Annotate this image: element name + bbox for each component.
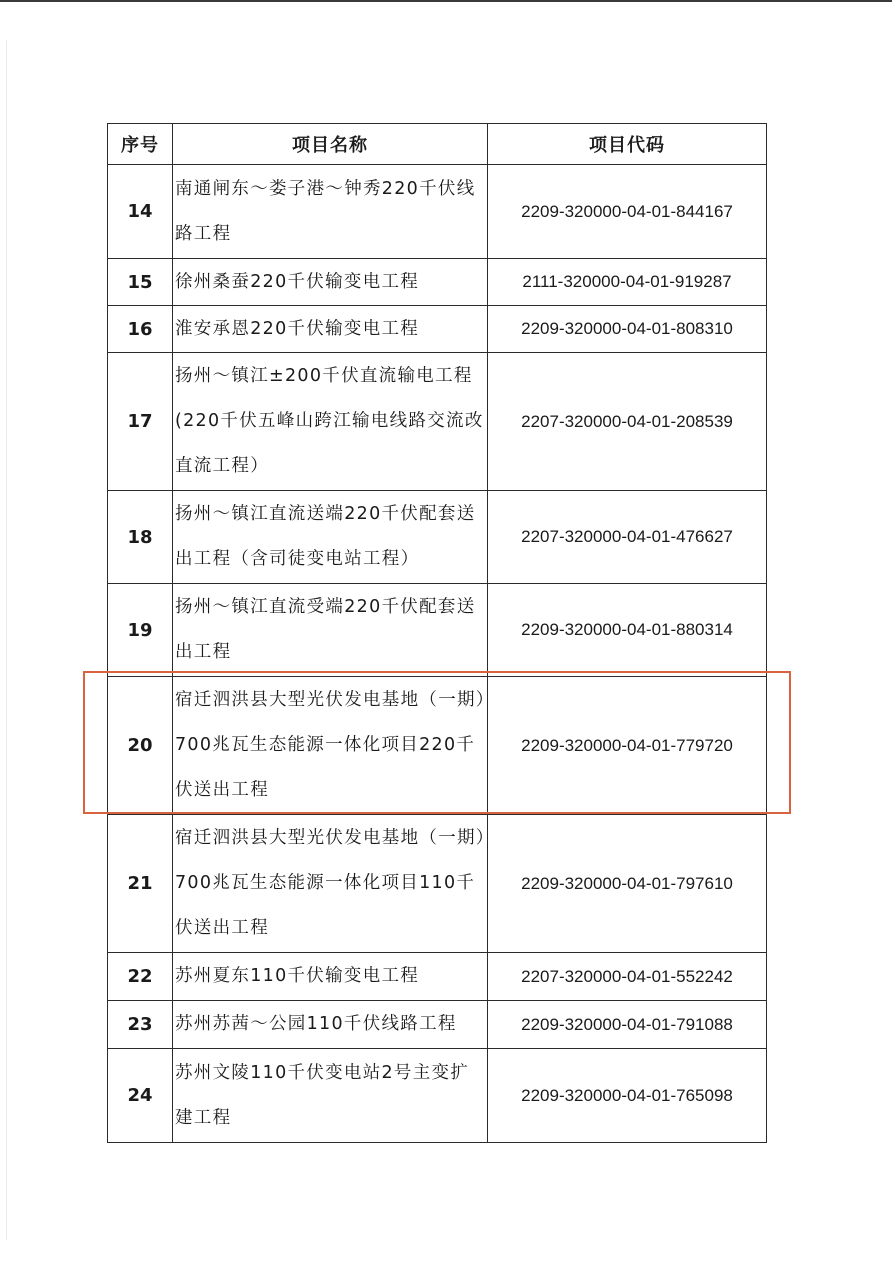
table-header-row [108, 124, 767, 165]
table-row [108, 259, 767, 306]
row-code: 2207-320000-04-01-208539 [488, 353, 767, 491]
row-name: 扬州～镇江±200千伏直流输电工程(220千伏五峰山跨江输电线路交流改直流工程） [173, 353, 488, 491]
row-code: 2209-320000-04-01-779720 [488, 677, 767, 815]
project-table [107, 123, 767, 1143]
row-seq: 22 [108, 953, 173, 1001]
row-code: 2209-320000-04-01-765098 [488, 1049, 767, 1143]
row-code: 2111-320000-04-01-919287 [488, 259, 767, 306]
row-seq: 23 [108, 1001, 173, 1049]
row-code: 2209-320000-04-01-791088 [488, 1001, 767, 1049]
row-name: 苏州夏东110千伏输变电工程 [173, 953, 488, 1001]
table-row [108, 165, 767, 259]
row-name: 宿迁泗洪县大型光伏发电基地（一期）700兆瓦生态能源一体化项目110千伏送出工程 [173, 815, 488, 953]
row-code: 2207-320000-04-01-552242 [488, 953, 767, 1001]
row-name: 苏州文陵110千伏变电站2号主变扩建工程 [173, 1049, 488, 1143]
row-name: 淮安承恩220千伏输变电工程 [173, 306, 488, 353]
row-seq: 21 [108, 815, 173, 953]
table-row [108, 815, 767, 953]
row-name: 扬州～镇江直流受端220千伏配套送出工程 [173, 584, 488, 677]
row-code: 2207-320000-04-01-476627 [488, 491, 767, 584]
row-code: 2209-320000-04-01-797610 [488, 815, 767, 953]
row-seq: 17 [108, 353, 173, 491]
row-seq: 15 [108, 259, 173, 306]
row-name: 南通闸东～娄子港～钟秀220千伏线路工程 [173, 165, 488, 259]
row-seq: 19 [108, 584, 173, 677]
row-seq: 18 [108, 491, 173, 584]
table-row [108, 584, 767, 677]
table-row [108, 306, 767, 353]
row-name: 徐州桑蚕220千伏输变电工程 [173, 259, 488, 306]
row-seq: 24 [108, 1049, 173, 1143]
header-seq: 序号 [108, 124, 173, 165]
table-row [108, 1001, 767, 1049]
top-rule [0, 0, 892, 2]
table-row [108, 1049, 767, 1143]
table-row [108, 953, 767, 1001]
table-row [108, 353, 767, 491]
table-row [108, 677, 767, 815]
row-code: 2209-320000-04-01-880314 [488, 584, 767, 677]
header-name: 项目名称 [173, 124, 488, 165]
header-code: 项目代码 [488, 124, 767, 165]
page-edge-shadow [6, 40, 7, 1240]
row-seq: 14 [108, 165, 173, 259]
row-seq: 20 [108, 677, 173, 815]
row-code: 2209-320000-04-01-844167 [488, 165, 767, 259]
row-name: 苏州苏茜～公园110千伏线路工程 [173, 1001, 488, 1049]
row-name: 宿迁泗洪县大型光伏发电基地（一期）700兆瓦生态能源一体化项目220千伏送出工程 [173, 677, 488, 815]
row-name: 扬州～镇江直流送端220千伏配套送出工程（含司徒变电站工程） [173, 491, 488, 584]
row-code: 2209-320000-04-01-808310 [488, 306, 767, 353]
row-seq: 16 [108, 306, 173, 353]
table-row [108, 491, 767, 584]
